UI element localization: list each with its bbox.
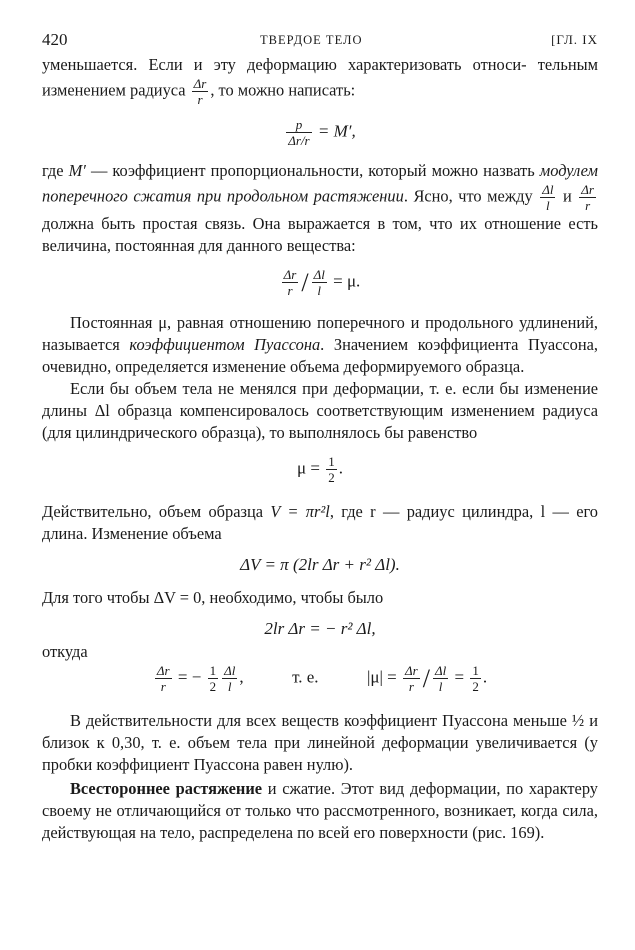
- equation-6: $\frac{\Delta r}{r}$ = − $\frac{1}{2}$ $\frac{\Delta l}{l}$ , т. е. |μ| = $\frac{\Delta r}{r}$ / $\frac{\Delta l}{l}$ = $\frac{1}{2}$ .: [156, 663, 488, 694]
- paragraph-2: где M′ — коэффициент пропорциональности, который можно назвать модулем поперечного сжатия при продольном растяжении. Ясно, что между $\frac{\Delta l}{l}$ и $\frac{\Delta r}{r}$ должна быть простая связь. Она выражается в том, что их отношение есть величина, постоянная для данного вещества:: [42, 161, 598, 255]
- term-transverse-modulus: модулем поперечного сжатия при продольном растяжении: [42, 161, 598, 206]
- chapter-label: [ГЛ. IX: [551, 32, 598, 47]
- page-header: [42, 26, 598, 54]
- paragraph-6: Для того чтобы ΔV = 0, необходимо, чтобы было: [42, 588, 384, 607]
- equation-3: μ = $\frac{1}{2}$ .: [297, 454, 343, 485]
- running-title: ТВЕРДОЕ ТЕЛО: [260, 33, 363, 47]
- equation-1: $\frac{p}{\Delta r/r}$ = M′,: [288, 117, 356, 148]
- equation-2: $\frac{\Delta r}{r}$ / $\frac{\Delta l}{l}$ = μ.: [283, 267, 361, 298]
- paragraph-4: Если бы объем тела не менялся при деформации, т. е. если бы изменение длины Δl образца компенсировалось соответствующим изменением радиуса (для цилиндрического образца), то выполнялось бы равенство: [42, 379, 598, 442]
- paragraph-5: Действительно, объем образца V = πr²l, где r — радиус цилиндра, l — его длина. Изменение объема: [42, 502, 599, 543]
- paragraph-1: уменьшается. Если и эту деформацию характеризовать относи- тельным изменением радиуса $\frac{\Delta r}{r}$ , то можно написать:: [42, 55, 598, 107]
- fraction-dr-r: $\frac{\Delta r}{r}$: [193, 76, 207, 107]
- term-poisson-ratio: коэффициентом Пуассона: [129, 335, 321, 354]
- section-heading-all-round-tension: Всестороннее растяжение: [70, 779, 263, 798]
- equation-5: 2lr Δr = − r² Δl,: [264, 619, 376, 638]
- page-number: 420: [42, 30, 68, 49]
- paragraph-8: Всестороннее растяжение и сжатие. Этот вид деформации, по характеру своему не отличающийся от только что рассмотренного, возникает, когда сила, действующая на тело, распределена по всей его поверхности (рис. 169).: [42, 779, 598, 842]
- paragraph-7: В действительности для всех веществ коэффициент Пуассона меньше ½ и близок к 0,30, т. е. объем тела при линейной деформации увеличивается (у пробки коэффициент Пуассона равен нулю).: [42, 711, 598, 774]
- equation-4: ΔV = π (2lr Δr + r² Δl).: [240, 555, 400, 574]
- book-page: [42, 26, 598, 844]
- paragraph-3: Постоянная μ, равная отношению поперечного и продольного удлинений, называется коэффициентом Пуассона. Значением коэффициента Пуассона, очевидно, определяется изменение объема деформируемого образца.: [42, 313, 598, 376]
- word-otkuda: откуда: [42, 642, 88, 661]
